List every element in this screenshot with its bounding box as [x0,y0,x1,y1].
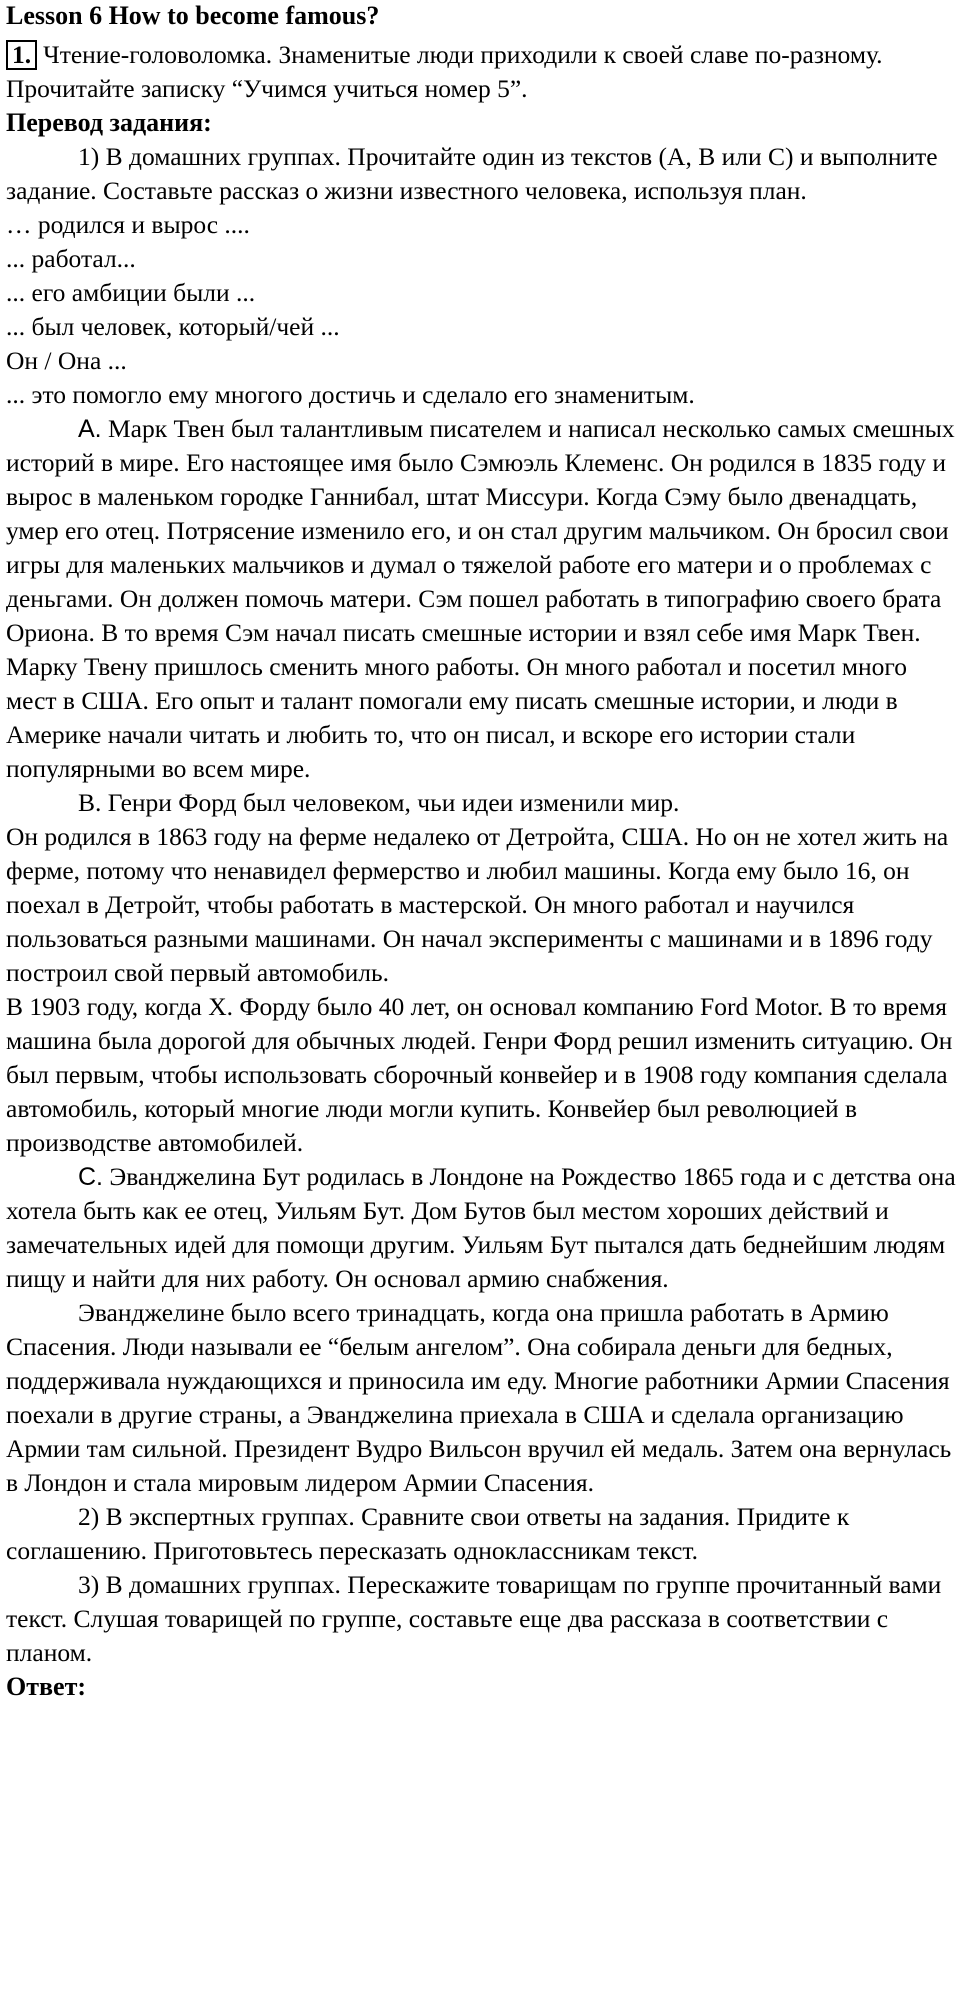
document-page [6,0,956,1704]
task-text: Чтение-головоломка. Знаменитые люди приходили к своей славе по-разному. Прочитайте записку “Учимся учиться номер 5”. [6,40,883,103]
lesson-title: Lesson 6 How to become famous? [6,1,380,30]
plan-item: Он / Она ... [6,346,127,375]
text-c-paragraph-1 [6,1160,956,1296]
task-number-badge: 1. [6,40,37,70]
text-b-marker: B. [78,788,102,817]
task-paragraph [6,38,956,106]
text-b-body-1: Он родился в 1863 году на ферме недалеко от Детройта, США. Но он не хотел жить на ферме, потому что ненавидел фермерство и любил машины. Когда ему было 16, он поехал в Детройт, чтобы работать в мастерской. Он много работал и научился пользоваться разными машинами. Он начал эксперименты с машинами и в 1896 году построил свой первый автомобиль. [6,822,949,987]
plan-item: ... был человек, который/чей ... [6,312,340,341]
plan-list [6,208,956,412]
answer-heading: Ответ: [6,1672,87,1701]
text-a-body: Марк Твен был талантливым писателем и написал несколько самых смешных историй в мире. Его настоящее имя было Сэмюэль Клеменс. Он родился в 1835 году и вырос в маленьком городке Ганнибал, штат Миссури. Когда Сэму было двенадцать, умер его отец. Потрясение изменило его, и он стал другим мальчиком. Он бросил свои игры для маленьких мальчиков и думал о тяжелой работе его матери и о проблемах с деньгами. Он должен помочь матери. Сэм пошел работать в типографию своего брата Ориона. В то время Сэм начал писать смешные истории и взял себе имя Марк Твен. Марку Твену пришлось сменить много работы. Он много работал и посетил много мест в США. Его опыт и талант помогали ему писать смешные истории, и люди в Америке начали читать и любить то, что он писал, и вскоре его истории стали популярными во всем мире. [6,414,955,783]
text-c-marker: C. [78,1163,103,1191]
text-c-body-1: Эванджелина Бут родилась в Лондоне на Рождество 1865 года и с детства она хотела быть как ее отец, Уильям Бут. Дом Бутов был местом хороших действий и замечательных идей для помощи другим. Уильям Бут пытался дать беднейшим людям пищу и найти для них работу. Он основал армию снабжения. [6,1162,956,1293]
text-b-first-line-text: Генри Форд был человеком, чьи идеи изменили мир. [107,788,680,817]
translation-heading: Перевод задания: [6,108,212,137]
text-b-first-line [6,786,956,820]
step-1-paragraph: 1) В домашних группах. Прочитайте один из текстов (A, B или C) и выполните задание. Составьте рассказ о жизни известного человека, используя план. [6,142,938,205]
plan-item: ... его амбиции были ... [6,278,256,307]
text-a-marker: A. [78,415,102,443]
plan-item: ... это помогло ему многого достичь и сделало его знаменитым. [6,380,695,409]
plan-item: ... работал... [6,244,136,273]
step-2-paragraph: 2) В экспертных группах. Сравните свои ответы на задания. Придите к соглашению. Приготовьтесь пересказать одноклассникам текст. [6,1502,850,1565]
text-a-paragraph [6,412,956,786]
step-3-paragraph: 3) В домашних группах. Перескажите товарищам по группе прочитанный вами текст. Слушая товарищей по группе, составьте еще два рассказа в соответствии с планом. [6,1570,942,1667]
plan-item: … родился и вырос .... [6,210,250,239]
text-b-body-2: В 1903 году, когда X. Форду было 40 лет, он основал компанию Ford Motor. В то время машина была дорогой для обычных людей. Генри Форд решил изменить ситуацию. Он был первым, чтобы использовать сборочный конвейер и в 1908 году компания сделала автомобиль, который многие люди могли купить. Конвейер был революцией в производстве автомобилей. [6,992,953,1157]
text-c-paragraph-2: Эванджелине было всего тринадцать, когда она пришла работать в Армию Спасения. Люди называли ее “белым ангелом”. Она собирала деньги для бедных, поддерживала нуждающихся и приносила им еду. Многие работники Армии Спасения поехали в другие страны, а Эванджелина приехала в США и сделала организацию Армии там сильной. Президент Вудро Вильсон вручил ей медаль. Затем она вернулась в Лондон и стала мировым лидером Армии Спасения. [6,1298,952,1497]
